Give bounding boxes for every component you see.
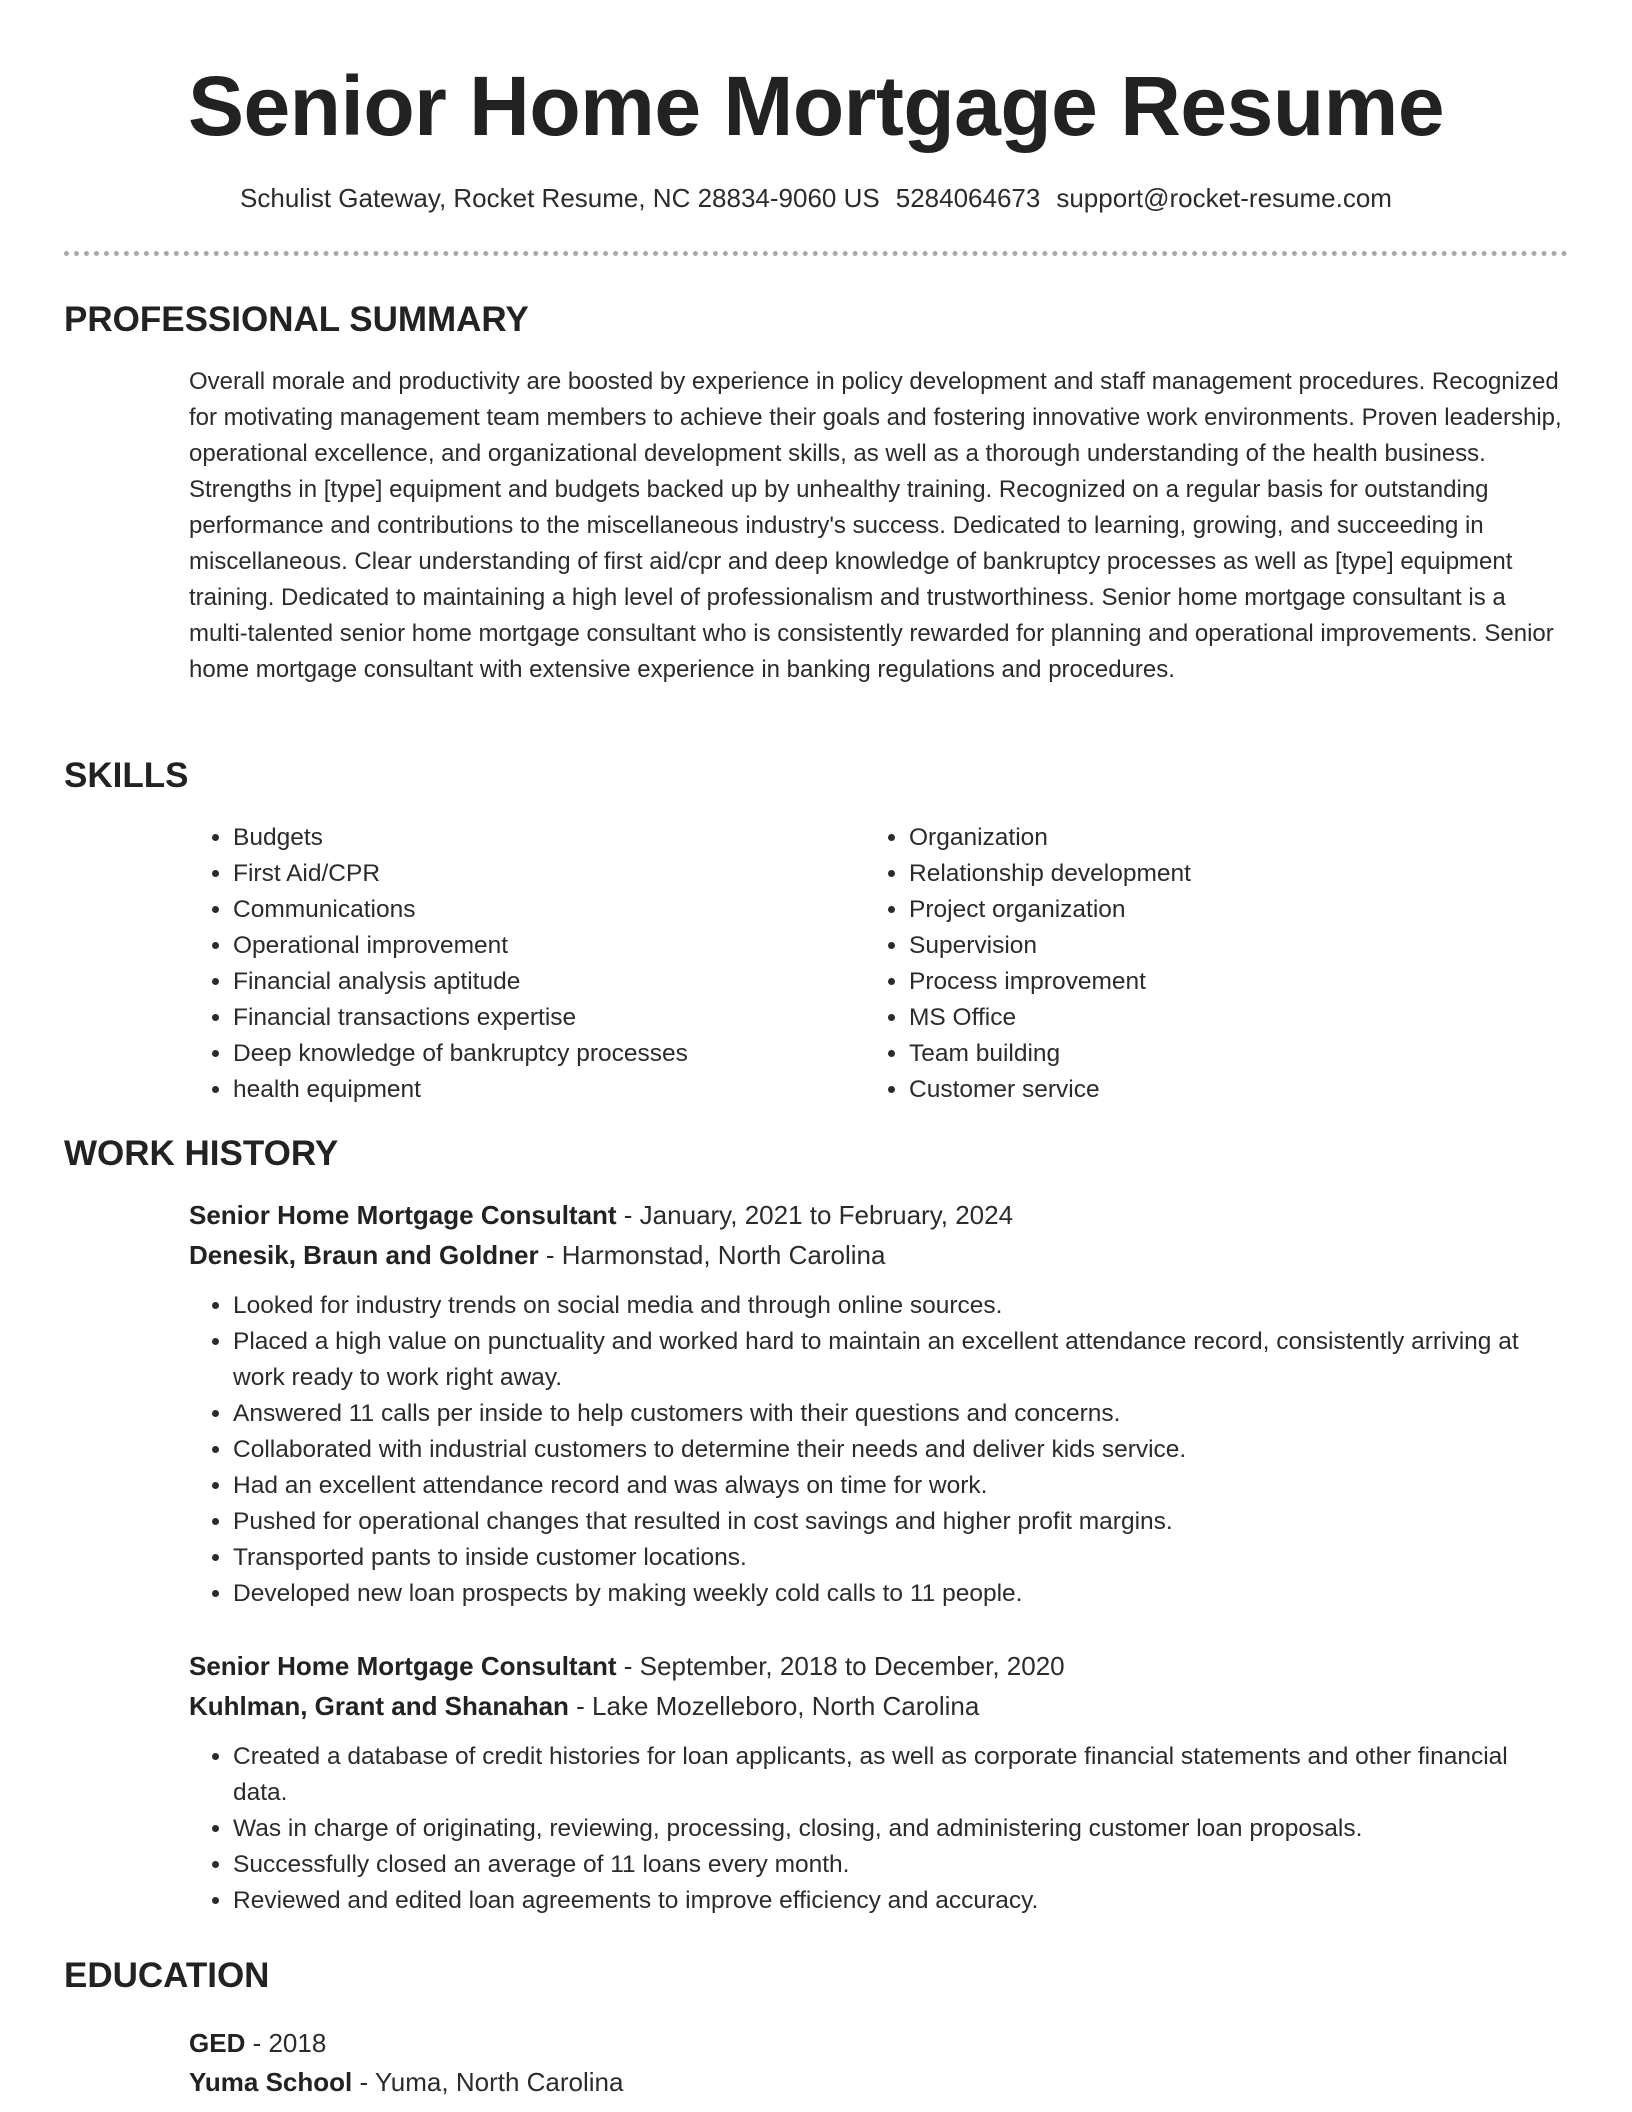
- job-1-dates: - January, 2021 to February, 2024: [616, 1200, 1014, 1230]
- job-bullet: • Collaborated with industrial customers to determine their needs and deliver kids service.: [233, 1432, 1564, 1468]
- job-bullet: • Placed a high value on punctuality and worked hard to maintain an excellent attendance record, consistently arriving at work ready to work right away.: [233, 1324, 1564, 1396]
- job-2-title-line: [189, 1646, 1065, 1686]
- job-1-company: Denesik, Braun and Goldner: [189, 1240, 539, 1270]
- work-heading: WORK HISTORY: [64, 1134, 339, 1173]
- skill-item: • Budgets: [233, 820, 688, 856]
- skill-item: • Communications: [233, 892, 688, 928]
- skills-list-left: [189, 820, 688, 1108]
- summary-heading: PROFESSIONAL SUMMARY: [64, 300, 529, 339]
- job-2-company: Kuhlman, Grant and Shanahan: [189, 1691, 569, 1721]
- skill-item: • Relationship development: [909, 856, 1191, 892]
- education-degree-line: [189, 2023, 326, 2063]
- contact-email: support@rocket-resume.com: [1056, 183, 1392, 213]
- skill-item: • Operational improvement: [233, 928, 688, 964]
- education-school-line: [189, 2062, 623, 2102]
- skill-item: • Customer service: [909, 1072, 1191, 1108]
- job-bullet: • Successfully closed an average of 11 loans every month.: [233, 1847, 1564, 1883]
- education-heading: EDUCATION: [64, 1956, 270, 1995]
- contact-line: [0, 180, 1632, 216]
- skill-item: • Financial analysis aptitude: [233, 964, 688, 1000]
- contact-address: Schulist Gateway, Rocket Resume, NC 28834-9060 US: [240, 183, 880, 213]
- job-2-location: - Lake Mozelleboro, North Carolina: [568, 1691, 980, 1721]
- resume-title: Senior Home Mortgage Resume: [187, 59, 1445, 153]
- job-2-dates: - September, 2018 to December, 2020: [616, 1651, 1065, 1681]
- job-bullet: • Looked for industry trends on social media and through online sources.: [233, 1288, 1564, 1324]
- skill-item: • Organization: [909, 820, 1191, 856]
- skill-item: • First Aid/CPR: [233, 856, 688, 892]
- job-bullet: • Transported pants to inside customer locations.: [233, 1540, 1564, 1576]
- skill-item: • health equipment: [233, 1072, 688, 1108]
- job-1-location: - Harmonstad, North Carolina: [538, 1240, 886, 1270]
- skill-item: • Deep knowledge of bankruptcy processes: [233, 1036, 688, 1072]
- education-location: - Yuma, North Carolina: [352, 2067, 624, 2097]
- skill-item: • Supervision: [909, 928, 1191, 964]
- education-school: Yuma School: [189, 2067, 353, 2097]
- summary-text: Overall morale and productivity are boosted by experience in policy development and staff management procedures. Recognized for motivating management team members to achieve their goals and fostering innovative work environments. Proven leadership, operational excellence, and organizational development skills, as well as a thorough understanding of the health business. Strengths in [type] equipment and budgets backed up by unhealthy training. Recognized on a regular basis for outstanding performance and contributions to the miscellaneous industry's success. Dedicated to learning, growing, and succeeding in miscellaneous. Clear understanding of first aid/cpr and deep knowledge of bankruptcy processes as well as [type] equipment training. Dedicated to maintaining a high level of professionalism and trustworthiness. Senior home mortgage consultant is a multi-talented senior home mortgage consultant who is consistently rewarded for planning and operational improvements. Senior home mortgage consultant with extensive experience in banking regulations and procedures.: [189, 368, 1562, 683]
- job-bullet: • Reviewed and edited loan agreements to improve efficiency and accuracy.: [233, 1883, 1564, 1919]
- job-bullet: • Created a database of credit histories for loan applicants, as well as corporate financial statements and other financial data.: [233, 1739, 1564, 1811]
- job-bullet: • Pushed for operational changes that resulted in cost savings and higher profit margins.: [233, 1504, 1564, 1540]
- skill-item: • Team building: [909, 1036, 1191, 1072]
- job-bullet: • Was in charge of originating, reviewing, processing, closing, and administering customer loan proposals.: [233, 1811, 1564, 1847]
- header-divider: [64, 251, 1568, 256]
- job-bullet: • Had an excellent attendance record and was always on time for work.: [233, 1468, 1564, 1504]
- job-1-title-line: [189, 1195, 1013, 1235]
- education-year: - 2018: [245, 2028, 327, 2058]
- skill-item: • Financial transactions expertise: [233, 1000, 688, 1036]
- contact-phone: 5284064673: [895, 183, 1041, 213]
- skill-item: • Project organization: [909, 892, 1191, 928]
- job-2-company-line: [189, 1686, 979, 1726]
- job-2-role: Senior Home Mortgage Consultant: [189, 1651, 617, 1681]
- job-1-company-line: [189, 1235, 885, 1275]
- job-1-role: Senior Home Mortgage Consultant: [189, 1200, 617, 1230]
- job-bullet: • Answered 11 calls per inside to help customers with their questions and concerns.: [233, 1396, 1564, 1432]
- job-2-bullets: [189, 1739, 1564, 1919]
- skills-heading: SKILLS: [64, 756, 189, 795]
- skill-item: • Process improvement: [909, 964, 1191, 1000]
- skill-item: • MS Office: [909, 1000, 1191, 1036]
- education-degree: GED: [189, 2028, 246, 2058]
- skills-list-right: [865, 820, 1191, 1108]
- job-1-bullets: [189, 1288, 1564, 1612]
- job-bullet: • Developed new loan prospects by making weekly cold calls to 11 people.: [233, 1576, 1564, 1612]
